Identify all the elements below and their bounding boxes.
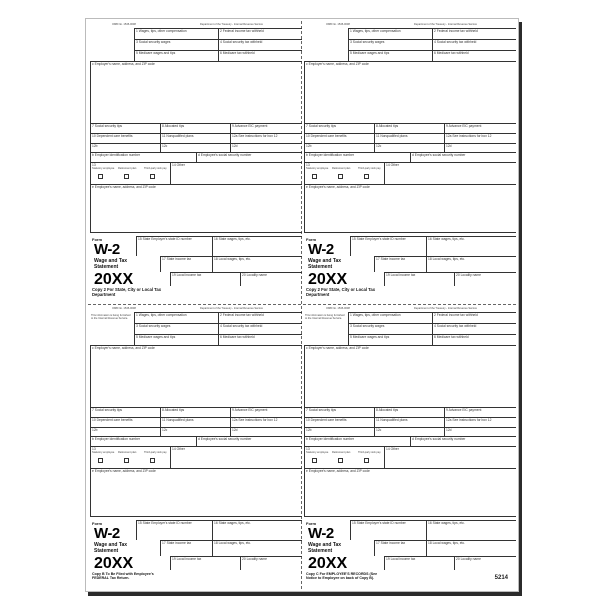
w2-copy-bottom-right: [304, 307, 516, 589]
box-b[interactable]: b Employer identification number: [90, 152, 196, 162]
box-12a[interactable]: 12a See instructions for box 12: [444, 417, 516, 427]
box-8[interactable]: 8 Allocated tips: [160, 123, 230, 133]
box-20[interactable]: 20 Locality name: [240, 272, 302, 286]
box-12a[interactable]: 12a See instructions for box 12: [230, 133, 302, 143]
box-7[interactable]: 7 Social security tips: [90, 407, 160, 417]
box-18[interactable]: 18 Local wages, tips, etc.: [212, 540, 302, 556]
form-label: Form: [306, 521, 316, 526]
box-2[interactable]: 2 Federal income tax withheld: [432, 28, 516, 39]
w2-title: W-2: [308, 241, 334, 258]
tax-year: 20XX: [308, 271, 348, 288]
box-12c[interactable]: 12c: [160, 143, 230, 152]
box-5[interactable]: 5 Medicare wages and tips: [348, 334, 432, 345]
box-c[interactable]: c Employer's name, address, and ZIP code: [90, 345, 302, 407]
box-9[interactable]: 9 Advance EIC payment: [230, 123, 302, 133]
box-6[interactable]: 6 Medicare tax withheld: [432, 50, 516, 61]
box-5[interactable]: 5 Medicare wages and tips: [348, 50, 432, 61]
box-14[interactable]: 14 Other: [384, 162, 516, 184]
box-d[interactable]: d Employee's social security number: [410, 436, 516, 446]
box-10[interactable]: 10 Dependent care benefits: [90, 133, 160, 143]
retirement-checkbox[interactable]: [338, 458, 343, 463]
box-c[interactable]: c Employer's name, address, and ZIP code: [304, 345, 516, 407]
box-c[interactable]: c Employer's name, address, and ZIP code: [304, 61, 516, 123]
box-e[interactable]: e Employee's name, address, and ZIP code: [90, 468, 302, 516]
form-label: Form: [306, 237, 316, 242]
irs-department: Department of the Treasury - Internal Revenue Service: [200, 23, 264, 26]
box-12b[interactable]: 12b: [90, 143, 160, 152]
box-13: 13: [304, 446, 384, 468]
box-17[interactable]: 17 State income tax: [160, 540, 212, 556]
irs-department: Department of the Treasury - Internal Revenue Service: [414, 307, 478, 310]
third-party-sick-pay-label: Third-party sick pay: [144, 451, 167, 454]
retirement-checkbox[interactable]: [338, 174, 343, 179]
box-12d[interactable]: 12d: [444, 427, 516, 436]
box-15[interactable]: 15 State Employer's state ID number: [350, 520, 426, 540]
omb-number: OMB No. 1545-0008: [112, 307, 136, 310]
retirement-plan-label: Retirement plan: [332, 451, 351, 454]
box-3[interactable]: 3 Social security wages: [134, 323, 218, 334]
w2-copy-bottom-left: [90, 307, 302, 589]
box-5[interactable]: 5 Medicare wages and tips: [134, 50, 218, 61]
box-8[interactable]: 8 Allocated tips: [160, 407, 230, 417]
box-2[interactable]: 2 Federal income tax withheld: [432, 312, 516, 323]
tax-year: 20XX: [94, 271, 134, 288]
box-15[interactable]: 15 State Employer's state ID number: [350, 236, 426, 256]
copy-label: Copy 2 For State, City or Local Tax Department: [92, 287, 162, 297]
box-11[interactable]: 11 Nonqualified plans: [374, 133, 444, 143]
box-d[interactable]: d Employee's social security number: [196, 152, 302, 162]
box-18[interactable]: 18 Local wages, tips, etc.: [426, 256, 516, 272]
box-12d[interactable]: 12d: [444, 143, 516, 152]
box-12d[interactable]: 12d: [230, 427, 302, 436]
form-label: Form: [92, 237, 102, 242]
sick-pay-checkbox[interactable]: [364, 174, 369, 179]
box-d[interactable]: d Employee's social security number: [410, 152, 516, 162]
tax-year: 20XX: [94, 555, 134, 572]
box-19[interactable]: 19 Local income tax: [384, 272, 454, 286]
statutory-employee-label: Statutory employee: [92, 167, 115, 170]
box-19[interactable]: 19 Local income tax: [170, 272, 240, 286]
box-12b[interactable]: 12b: [304, 427, 374, 436]
third-party-sick-pay-label: Third-party sick pay: [358, 167, 381, 170]
box-16[interactable]: 16 State wages, tips, etc.: [212, 236, 302, 256]
form-label: Form: [92, 521, 102, 526]
retirement-checkbox[interactable]: [124, 458, 129, 463]
box-17[interactable]: 17 State income tax: [374, 256, 426, 272]
box-12c[interactable]: 12c: [374, 427, 444, 436]
sick-pay-checkbox[interactable]: [364, 458, 369, 463]
box-19[interactable]: 19 Local income tax: [170, 556, 240, 570]
box-e[interactable]: e Employee's name, address, and ZIP code: [304, 184, 516, 232]
w2-title: W-2: [308, 525, 334, 542]
omb-number: OMB No. 1545-0008: [112, 23, 136, 26]
box-4[interactable]: 4 Social security tax withheld: [432, 39, 516, 50]
box-7[interactable]: 7 Social security tips: [304, 123, 374, 133]
box-17[interactable]: 17 State income tax: [160, 256, 212, 272]
wage-tax-statement: Wage and Tax Statement: [308, 258, 342, 270]
box-17[interactable]: 17 State income tax: [374, 540, 426, 556]
box-10[interactable]: 10 Dependent care benefits: [304, 417, 374, 427]
box-16[interactable]: 16 State wages, tips, etc.: [426, 236, 516, 256]
wage-tax-statement: Wage and Tax Statement: [94, 258, 128, 270]
box-14[interactable]: 14 Other: [384, 446, 516, 468]
box-12d[interactable]: 12d: [230, 143, 302, 152]
irs-department: Department of the Treasury - Internal Revenue Service: [200, 307, 264, 310]
irs-notice: This information is being furnished to the Internal Revenue Service.: [305, 314, 345, 321]
box-11[interactable]: 11 Nonqualified plans: [160, 417, 230, 427]
box-20[interactable]: 20 Locality name: [454, 272, 516, 286]
box-13: 13: [90, 162, 170, 184]
box-1[interactable]: 1 Wages, tips, other compensation: [348, 312, 432, 323]
box-1[interactable]: 1 Wages, tips, other compensation: [134, 312, 218, 323]
box-11[interactable]: 11 Nonqualified plans: [374, 417, 444, 427]
box-e[interactable]: e Employee's name, address, and ZIP code: [304, 468, 516, 516]
box-20[interactable]: 20 Locality name: [454, 556, 516, 570]
box-e[interactable]: e Employee's name, address, and ZIP code: [90, 184, 302, 232]
box-12c[interactable]: 12c: [160, 427, 230, 436]
box-18[interactable]: 18 Local wages, tips, etc.: [212, 256, 302, 272]
box-3[interactable]: 3 Social security wages: [348, 323, 432, 334]
box-13: 13: [304, 162, 384, 184]
sick-pay-checkbox[interactable]: [150, 458, 155, 463]
box-10[interactable]: 10 Dependent care benefits: [304, 133, 374, 143]
box-2[interactable]: 2 Federal income tax withheld: [218, 312, 302, 323]
wage-tax-statement: Wage and Tax Statement: [308, 542, 342, 554]
statutory-checkbox[interactable]: [312, 458, 317, 463]
box-12b[interactable]: 12b: [304, 143, 374, 152]
irs-notice: This information is being furnished to the Internal Revenue Service.: [91, 314, 131, 321]
w2-title: W-2: [94, 525, 120, 542]
w2-copy-top-left: [90, 23, 302, 305]
box-14[interactable]: 14 Other: [170, 446, 302, 468]
box-12c[interactable]: 12c: [374, 143, 444, 152]
box-9[interactable]: 9 Advance EIC payment: [230, 407, 302, 417]
tax-year: 20XX: [308, 555, 348, 572]
copy-label: Copy B To Be Filed with Employee's FEDERAL Tax Return.: [92, 572, 154, 581]
box-14[interactable]: 14 Other: [170, 162, 302, 184]
copy-label: Copy 2 For State, City or Local Tax Department: [306, 287, 376, 297]
retirement-plan-label: Retirement plan: [118, 451, 137, 454]
box-c[interactable]: c Employer's name, address, and ZIP code: [90, 61, 302, 123]
omb-number: OMB No. 1545-0008: [326, 307, 350, 310]
box-3[interactable]: 3 Social security wages: [348, 39, 432, 50]
box-9[interactable]: 9 Advance EIC payment: [444, 407, 516, 417]
statutory-checkbox[interactable]: [98, 174, 103, 179]
box-15[interactable]: 15 State Employer's state ID number: [136, 520, 212, 540]
copy-label: Copy C For EMPLOYEE'S RECORDS (See Notice to Employee on back of Copy B).: [306, 572, 378, 581]
box-18[interactable]: 18 Local wages, tips, etc.: [426, 540, 516, 556]
box-4[interactable]: 4 Social security tax withheld: [218, 323, 302, 334]
box-b[interactable]: b Employer identification number: [304, 436, 410, 446]
form-number: 5214: [494, 575, 508, 581]
box-20[interactable]: 20 Locality name: [240, 556, 302, 570]
statutory-employee-label: Statutory employee: [92, 451, 115, 454]
box-8[interactable]: 8 Allocated tips: [374, 407, 444, 417]
box-1[interactable]: 1 Wages, tips, other compensation: [348, 28, 432, 39]
box-10[interactable]: 10 Dependent care benefits: [90, 417, 160, 427]
box-4[interactable]: 4 Social security tax withheld: [218, 39, 302, 50]
box-19[interactable]: 19 Local income tax: [384, 556, 454, 570]
retirement-plan-label: Retirement plan: [118, 167, 137, 170]
box-b[interactable]: b Employer identification number: [90, 436, 196, 446]
box-1[interactable]: 1 Wages, tips, other compensation: [134, 28, 218, 39]
retirement-checkbox[interactable]: [124, 174, 129, 179]
box-12a[interactable]: 12a See instructions for box 12: [230, 417, 302, 427]
sick-pay-checkbox[interactable]: [150, 174, 155, 179]
box-4[interactable]: 4 Social security tax withheld: [432, 323, 516, 334]
box-2[interactable]: 2 Federal income tax withheld: [218, 28, 302, 39]
box-12b[interactable]: 12b: [90, 427, 160, 436]
box-6[interactable]: 6 Medicare tax withheld: [432, 334, 516, 345]
box-11[interactable]: 11 Nonqualified plans: [160, 133, 230, 143]
box-d[interactable]: d Employee's social security number: [196, 436, 302, 446]
w2-title: W-2: [94, 241, 120, 258]
box-16[interactable]: 16 State wages, tips, etc.: [426, 520, 516, 540]
w2-copy-top-right: [304, 23, 516, 305]
box-9[interactable]: 9 Advance EIC payment: [444, 123, 516, 133]
w2-form-sheet: [85, 18, 519, 592]
statutory-checkbox[interactable]: [312, 174, 317, 179]
box-16[interactable]: 16 State wages, tips, etc.: [212, 520, 302, 540]
box-6[interactable]: 6 Medicare tax withheld: [218, 334, 302, 345]
irs-department: Department of the Treasury - Internal Revenue Service: [414, 23, 478, 26]
box-12a[interactable]: 12a See instructions for box 12: [444, 133, 516, 143]
third-party-sick-pay-label: Third-party sick pay: [358, 451, 381, 454]
box-8[interactable]: 8 Allocated tips: [374, 123, 444, 133]
third-party-sick-pay-label: Third-party sick pay: [144, 167, 167, 170]
box-5[interactable]: 5 Medicare wages and tips: [134, 334, 218, 345]
wage-tax-statement: Wage and Tax Statement: [94, 542, 128, 554]
box-7[interactable]: 7 Social security tips: [304, 407, 374, 417]
box-7[interactable]: 7 Social security tips: [90, 123, 160, 133]
retirement-plan-label: Retirement plan: [332, 167, 351, 170]
statutory-employee-label: Statutory employee: [306, 167, 329, 170]
box-b[interactable]: b Employer identification number: [304, 152, 410, 162]
omb-number: OMB No. 1545-0008: [326, 23, 350, 26]
statutory-employee-label: Statutory employee: [306, 451, 329, 454]
statutory-checkbox[interactable]: [98, 458, 103, 463]
box-3[interactable]: 3 Social security wages: [134, 39, 218, 50]
box-6[interactable]: 6 Medicare tax withheld: [218, 50, 302, 61]
box-15[interactable]: 15 State Employer's state ID number: [136, 236, 212, 256]
box-13: 13: [90, 446, 170, 468]
